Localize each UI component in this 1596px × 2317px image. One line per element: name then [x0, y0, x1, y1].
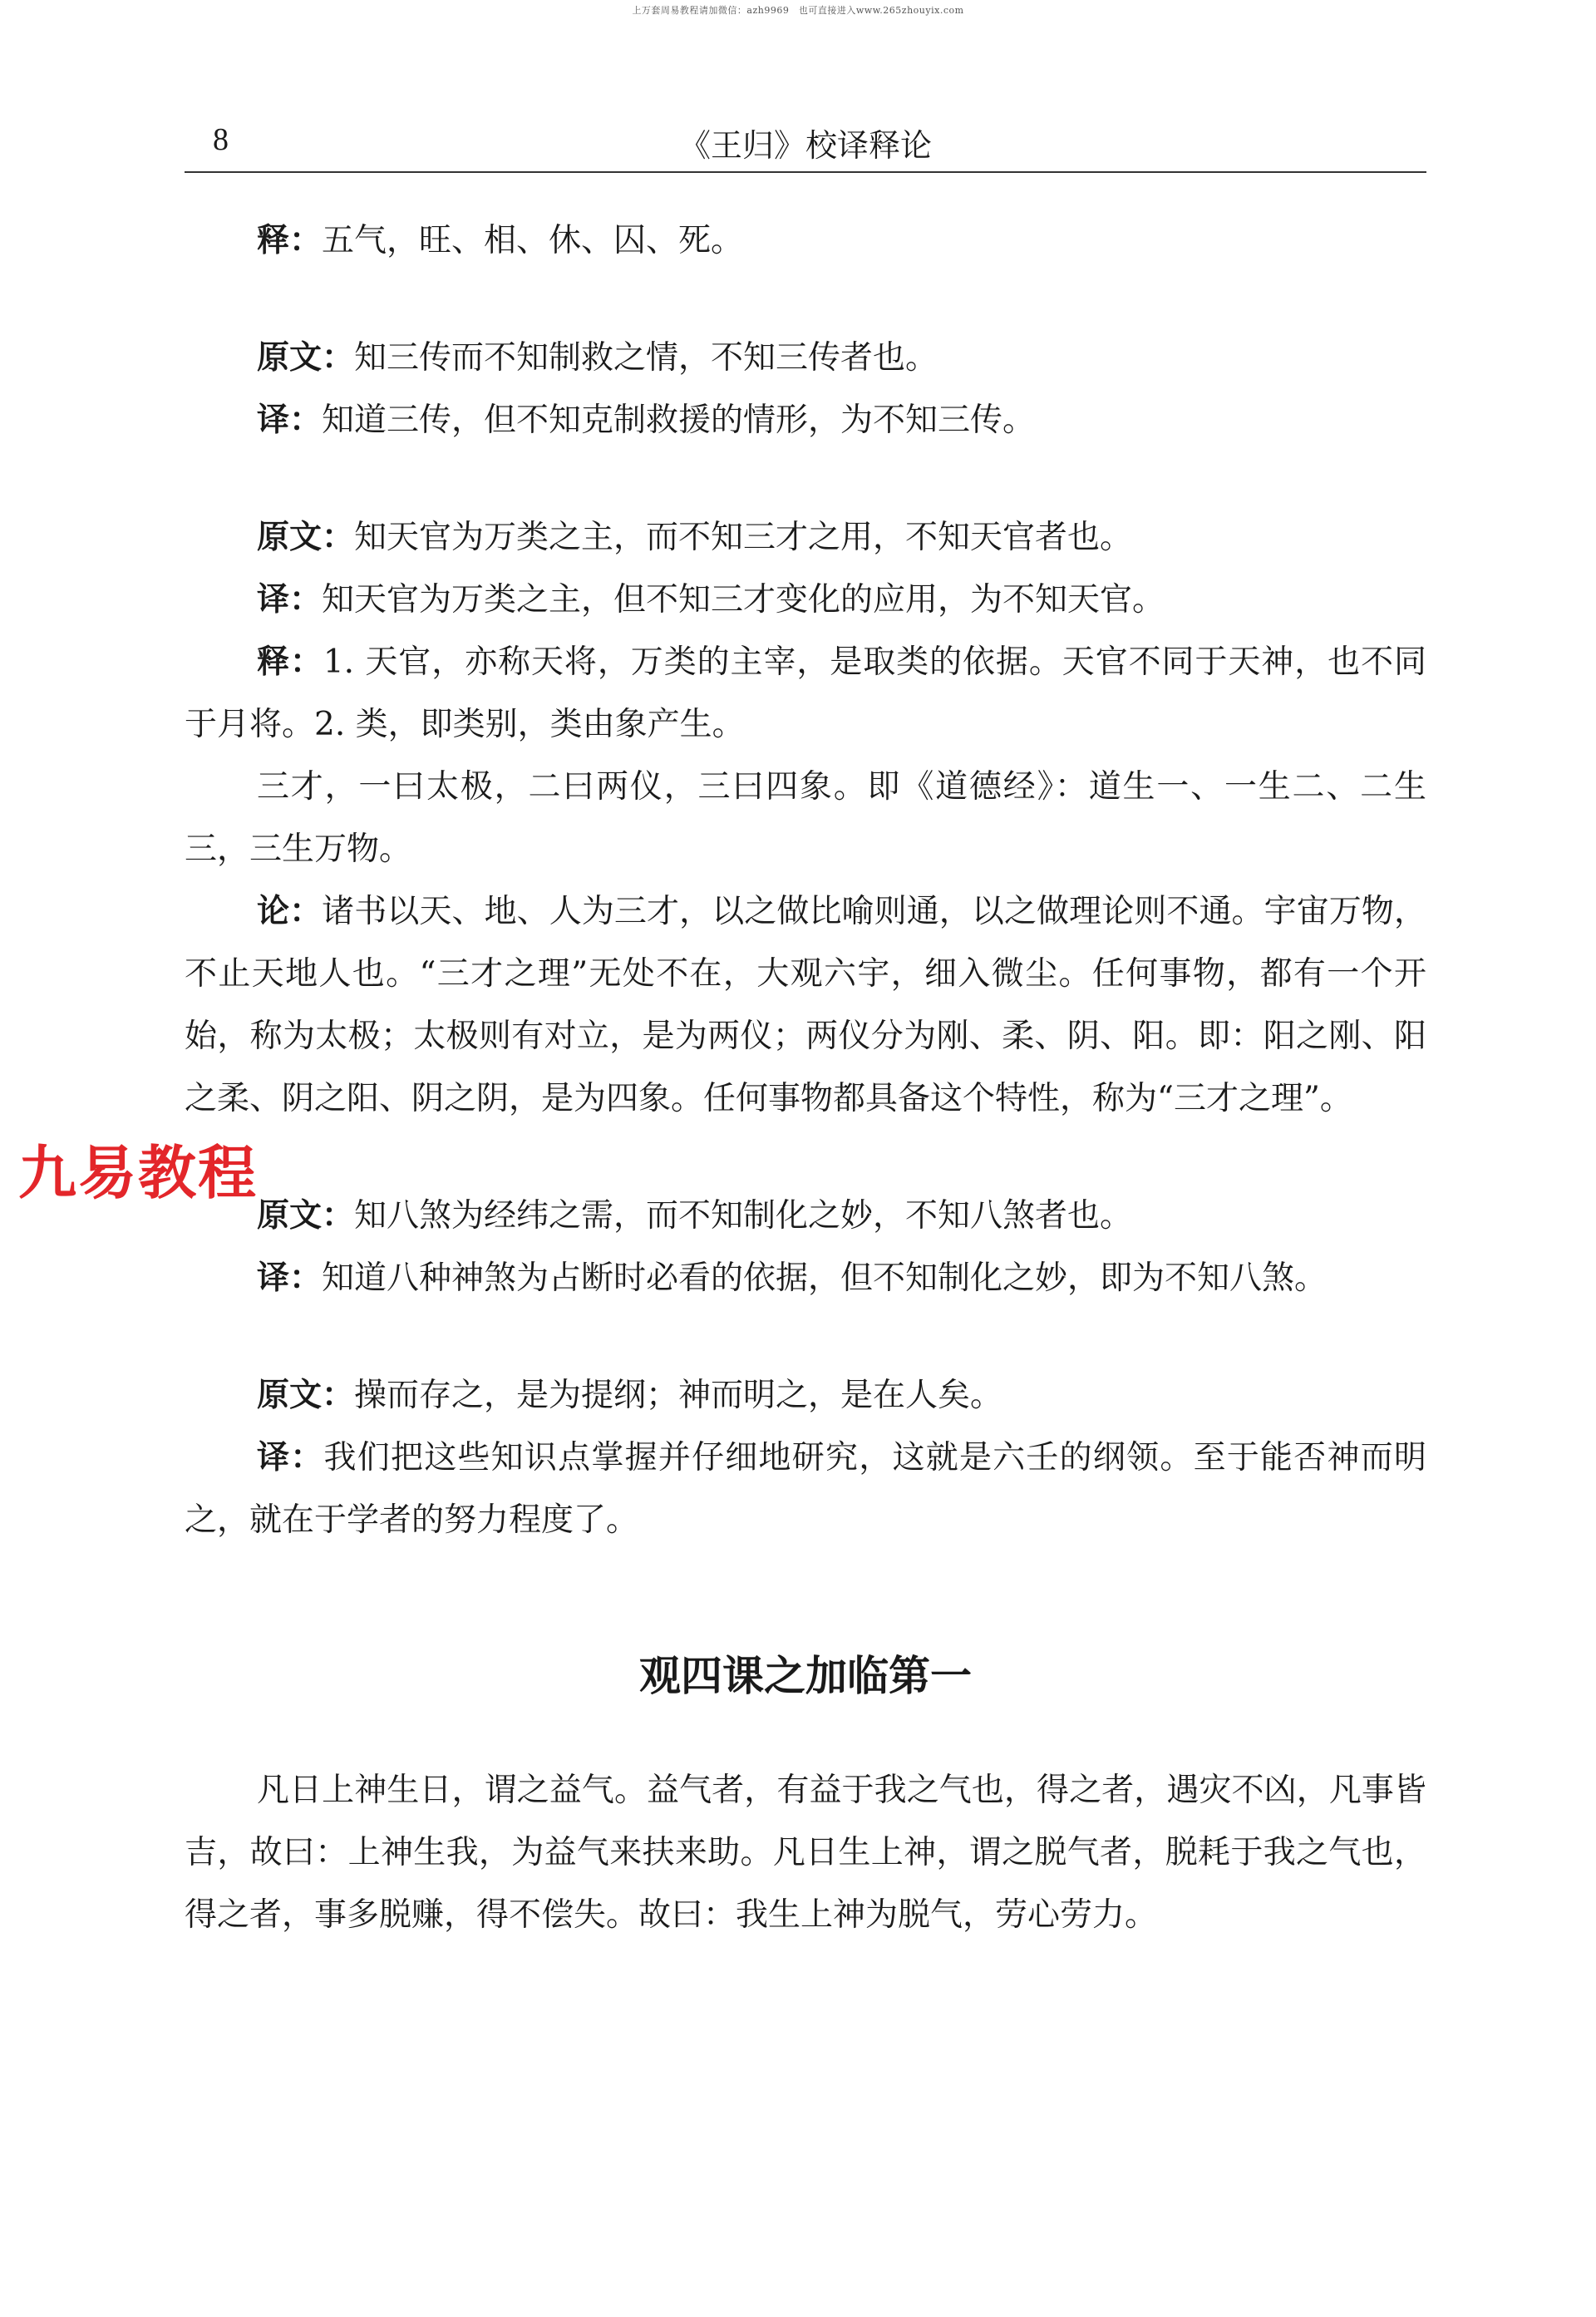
paragraph-text: 知八煞为经纬之需，而不知制化之妙，不知八煞者也。 [354, 1197, 1133, 1235]
paragraph [185, 880, 1426, 1130]
running-title: 《王归》校译释论 [678, 127, 932, 164]
paragraph [185, 389, 1426, 451]
paragraph-text: 知天官为万类之主，但不知三才变化的应用，为不知天官。 [322, 581, 1165, 619]
paragraph [185, 569, 1426, 631]
paragraph-text: 五气，旺、相、休、囚、死。 [322, 222, 744, 259]
label: 释： [257, 643, 323, 681]
section-paragraph: 凡日上神生日，谓之益气。益气者，有益于我之气也，得之者，遇灾不凶，凡事皆吉，故曰：上神生我，为益气来扶来助。凡日生上神，谓之脱气者，脱耗于我之气也，得之者，事多脱赚，得不偿失。故曰：我生上神为脱气，劳心劳力。 [185, 1772, 1426, 1934]
paragraph [185, 1427, 1426, 1551]
paragraph [185, 210, 1426, 272]
paragraph-text: 诸书以天、地、人为三才，以之做比喻则通，以之做理论则不通。宇宙万物，不止天地人也。“三才之理”无处不在，大观六宇，细入微尘。任何事物，都有一个开始，称为太极；太极则有对立，是为两仪；两仪分为刚、柔、阴、阳。即：阳之刚、阳之柔、阴之阳、阴之阴，是为四象。任何事物都具备这个特性，称为“三才之理”。 [185, 893, 1426, 1117]
paragraph-text: 三才，一曰太极，二曰两仪，三曰四象。即《道德经》：道生一、一生二、二生三，三生万物。 [185, 768, 1426, 868]
label: 原文： [257, 1377, 355, 1414]
label: 译： [257, 581, 323, 619]
top-note: 上万套周易教程请加微信：azh9969 也可直接进入www.265zhouyix.com [632, 5, 964, 16]
paragraph [185, 506, 1426, 569]
label: 释： [257, 222, 323, 259]
label: 译： [257, 1260, 323, 1297]
page-number: 8 [213, 122, 229, 157]
paragraph-text: 知道三传，但不知克制救援的情形，为不知三传。 [322, 402, 1036, 439]
page-header [185, 116, 1426, 173]
paragraph [185, 1364, 1426, 1427]
paragraph [185, 1185, 1426, 1247]
paragraph [185, 1247, 1426, 1309]
page-body [185, 210, 1426, 1946]
label: 原文： [257, 1197, 355, 1235]
paragraph-text: 操而存之，是为提纲；神而明之，是在人矣。 [354, 1377, 1003, 1414]
paragraph-text: 1. 天官，亦称天将，万类的主宰，是取类的依据。天官不同于天神，也不同于月将。2. 类，即类别，类由象产生。 [185, 643, 1426, 743]
paragraph [185, 327, 1426, 389]
label: 译： [257, 1439, 324, 1476]
paragraph-text: 我们把这些知识点掌握并仔细地研究，这就是六壬的纲领。至于能否神而明之，就在于学者的努力程度了。 [185, 1439, 1426, 1539]
label: 原文： [257, 339, 355, 377]
paragraph-text: 知天官为万类之主，而不知三才之用，不知天官者也。 [354, 519, 1133, 556]
paragraph [185, 631, 1426, 756]
section-title: 观四课之加临第一 [639, 1652, 972, 1700]
paragraph-text: 知三传而不知制救之情，不知三传者也。 [354, 339, 938, 377]
label: 译： [257, 402, 323, 439]
paragraph [185, 756, 1426, 880]
watermark-logo: 九易教程 [18, 1139, 258, 1207]
label: 论： [257, 893, 323, 930]
paragraph-text: 知道八种神煞为占断时必看的依据，但不知制化之妙，即为不知八煞。 [322, 1260, 1328, 1297]
label: 原文： [257, 519, 355, 556]
